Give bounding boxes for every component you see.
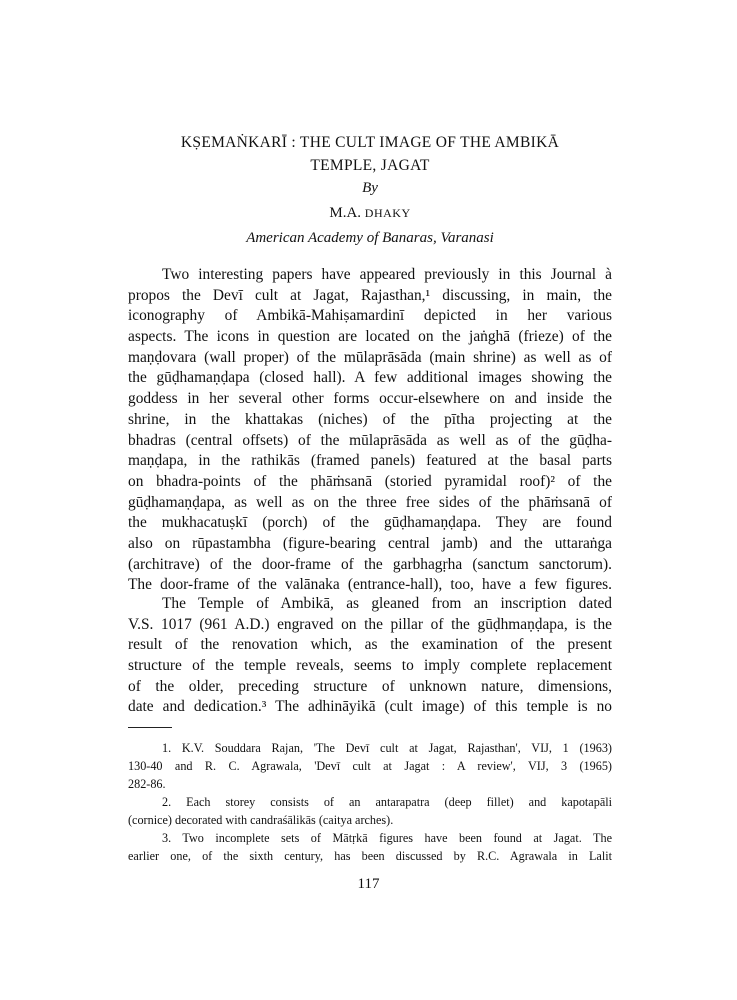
text-line: The door-frame of the valānaka (entrance-hall), too, have a few figures.	[128, 576, 612, 594]
text-line: aspects. The icons in question are located on the jaṅghā (frieze) of the	[128, 328, 612, 346]
footnote-line: (cornice) decorated with candraśālikās (caitya arches).	[128, 813, 394, 827]
text-line: shrine, in the khattakas (niches) of the pītha projecting at the	[128, 410, 612, 428]
footnote-line: earlier one, of the sixth century, has been discussed by R.C. Agrawala in Lalit	[128, 849, 612, 863]
text-line: bhadras (central offsets) of the mūlaprāsāda as well as of the gūḍha-	[128, 431, 612, 449]
paragraph-2	[128, 594, 612, 718]
text-line: maṇḍovara (wall proper) of the mūlaprāsāda (main shrine) as well as of	[128, 348, 612, 366]
paragraph-1	[128, 265, 612, 596]
author-initials: M.A.	[329, 205, 365, 221]
text-line: the gūḍhamaṇḍapa (closed hall). A few additional images showing the	[128, 369, 612, 387]
byline: By	[362, 180, 378, 196]
text-line: structure of the temple reveals, seems to imply complete replacement	[128, 657, 612, 675]
text-line: also on rūpastambha (figure-bearing central jamb) and the uttaraṅga	[128, 534, 612, 552]
text-line: iconography of Ambikā-Mahiṣamardinī depicted in her various	[128, 307, 612, 325]
footnote-1	[128, 739, 612, 793]
footnote-line: 3. Two incomplete sets of Mātṛkā figures have been found at Jagat. The	[162, 831, 612, 845]
text-line: date and dedication.³ The adhināyikā (cult image) of this temple is no	[128, 698, 612, 716]
text-line: propos the Devī cult at Jagat, Rajasthan,¹ discussing, in main, the	[128, 286, 612, 304]
footnote-line: 1. K.V. Souddara Rajan, 'The Devī cult at Jagat, Rajasthan', VIJ, 1 (1963)	[162, 741, 612, 755]
footnote-line: 2. Each storey consists of an antarapatra (deep fillet) and kapotapāli	[162, 795, 612, 809]
text-line: (architrave) of the door-frame of the garbhagṛha (sanctum sanctorum).	[128, 555, 612, 573]
text-line: of the older, preceding structure of unknown nature, dimensions,	[128, 677, 612, 695]
text-line: maṇḍapa, in the rathikās (framed panels) featured at the basal parts	[128, 452, 612, 470]
text-line: Two interesting papers have appeared previously in this Journal à	[162, 266, 612, 283]
article-title-line-2: TEMPLE, JAGAT	[310, 157, 430, 174]
author-name	[100, 205, 640, 222]
text-line: goddess in her several other forms occur-elsewhere on and inside the	[128, 390, 612, 408]
footnote-separator	[128, 727, 172, 728]
text-line: the mukhacatuṣkī (porch) of the gūḍhamaṇḍapa. They are found	[128, 514, 612, 532]
article-title-line-1: KṢEMAṄKARĪ : THE CULT IMAGE OF THE AMBIKĀ	[180, 134, 560, 151]
text-line: V.S. 1017 (961 A.D.) engraved on the pillar of the gūḍhmaṇḍapa, is the	[128, 615, 612, 633]
footnote-3	[128, 829, 612, 865]
footnote-line: 282-86.	[128, 777, 166, 791]
author-affiliation: American Academy of Banaras, Varanasi	[246, 230, 494, 246]
footnote-2	[128, 793, 612, 829]
text-line: on bhadra-points of the phāṁsanā (storied pyramidal roof)² of the	[128, 472, 612, 490]
text-line: The Temple of Ambikā, as gleaned from an inscription dated	[162, 595, 612, 612]
text-line: result of the renovation which, as the examination of the present	[128, 636, 612, 654]
author-surname: DHAKY	[364, 206, 411, 220]
page-number: 117	[357, 876, 380, 892]
text-line: gūḍhamaṇḍapa, as well as on the three free sides of the phāṁsanā of	[128, 493, 612, 511]
footnote-line: 130-40 and R. C. Agrawala, 'Devī cult at Jagat : A review', VIJ, 3 (1965)	[128, 759, 612, 773]
